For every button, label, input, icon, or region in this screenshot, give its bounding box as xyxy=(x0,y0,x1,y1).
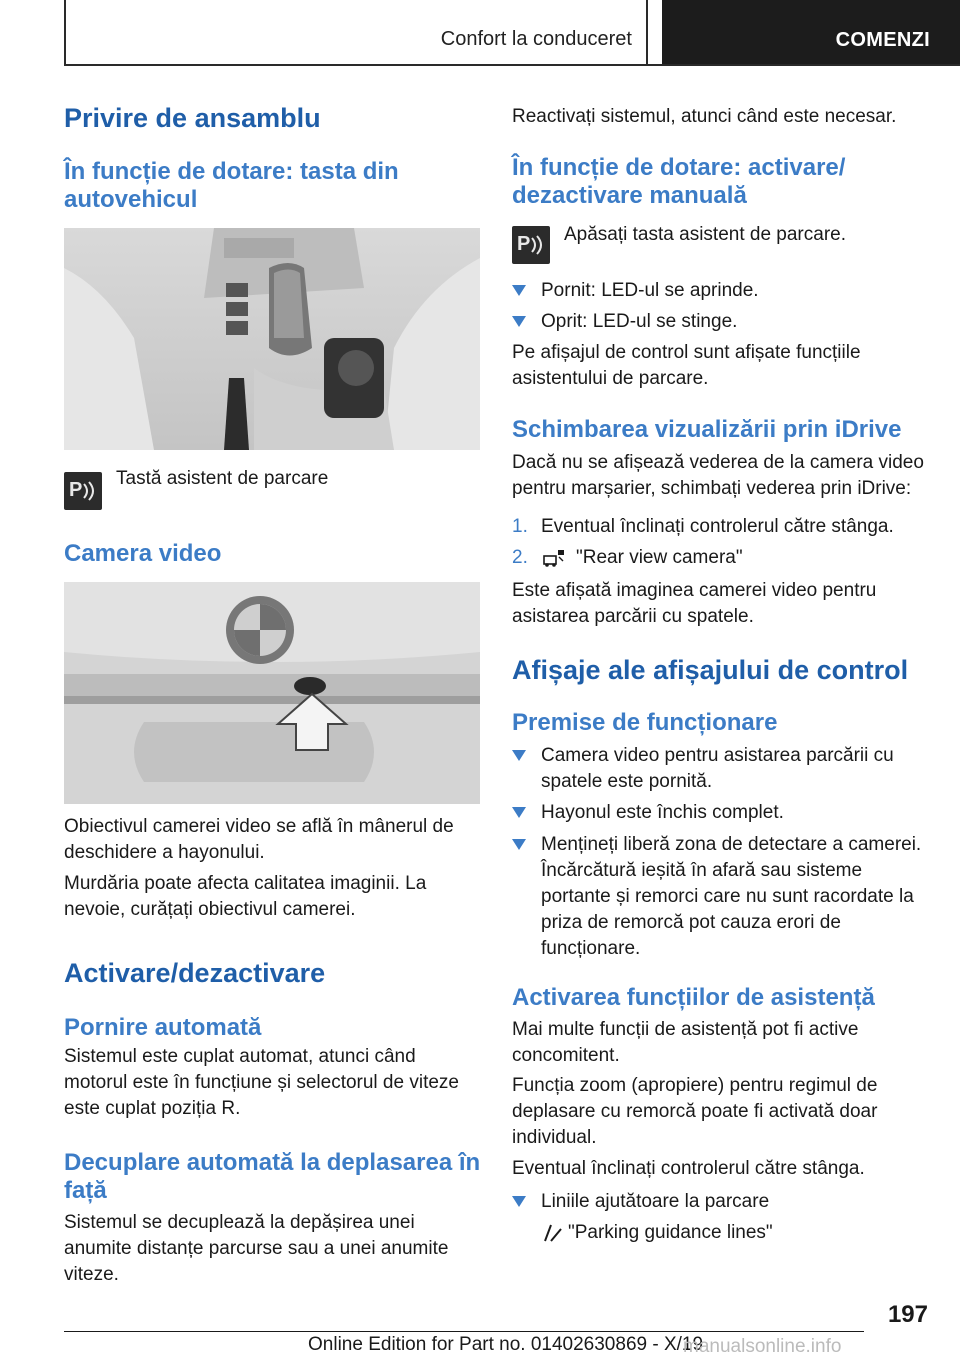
heading-overview: Privire de ansamblu xyxy=(64,103,321,133)
watermark: manualsonline.info xyxy=(683,1336,842,1357)
header-section-box xyxy=(64,0,648,64)
press-button-text: Apăsați tasta asistent de parcare. xyxy=(564,224,846,245)
step-number: 1. xyxy=(512,516,528,537)
step-text: Eventual înclinați controlerul către stânga. xyxy=(541,516,894,537)
heading-activation: Activare/dezactivare xyxy=(64,958,326,988)
idrive-text: Dacă nu se afișează vederea de la camera video pentru marșarier, schimbați vederea prin iDrive: xyxy=(512,452,924,499)
parking-lines-label: "Parking guidance lines" xyxy=(568,1222,773,1243)
camera-text-2: Murdăria poate afecta calitatea imaginii. La nevoie, curățați obiectivul camerei. xyxy=(64,873,427,920)
heading-manual: În funcție de dotare: activare/ dezactivare manuală xyxy=(512,154,846,209)
heading-camera: Camera video xyxy=(64,540,222,567)
parking-assist-button-icon: P xyxy=(64,472,102,510)
heading-idrive: Schimbarea vizualizării prin iDrive xyxy=(512,416,902,443)
bullet-triangle-icon xyxy=(512,285,526,296)
header-chapter-title: COMENZI xyxy=(835,29,930,51)
heading-auto-off: Decuplare automată la deplasarea în față xyxy=(64,1149,481,1204)
page-number: 197 xyxy=(887,1301,928,1328)
header-chapter-tab xyxy=(662,0,960,64)
assist-text-3: Eventual înclinați controlerul către stânga. xyxy=(512,1158,865,1179)
assist-text-1: Mai multe funcții de asistență pot fi active concomitent. xyxy=(512,1019,859,1066)
bullet-triangle-icon xyxy=(512,316,526,327)
heading-auto-on: Pornire automată xyxy=(64,1014,262,1041)
heading-premises: Premise de funcționare xyxy=(512,709,778,736)
auto-off-text: Sistemul se decuplează la depășirea unei anumite distanțe parcurse sau a unei anumite viteze. xyxy=(64,1212,449,1285)
parking-lines-icon xyxy=(541,1223,563,1243)
camera-image-text: Este afișată imaginea camerei video pentru asistarea parcării cu spatele. xyxy=(512,580,877,627)
bullet-triangle-icon xyxy=(512,1196,526,1207)
heading-assist: Activarea funcțiilor de asistență xyxy=(512,984,875,1011)
assist-text-2: Funcția zoom (apropiere) pentru regimul de deplasare cu remorcă poate fi activată doar individual. xyxy=(512,1075,878,1148)
bullet-triangle-icon xyxy=(512,839,526,850)
header-rule xyxy=(64,64,960,66)
auto-on-text: Sistemul este cuplat automat, atunci când motorul este în funcțiune și selectorul de viteze este cuplat poziția R. xyxy=(64,1046,459,1119)
console-image xyxy=(64,228,480,450)
bullet-triangle-icon xyxy=(512,750,526,761)
display-text: Pe afișajul de control sunt afișate funcțiile asistentului de parcare. xyxy=(512,342,861,389)
footer-rule xyxy=(64,1331,864,1332)
heading-displays: Afișaje ale afișajului de control xyxy=(512,655,909,685)
camera-image xyxy=(64,582,480,804)
heading-button-in-vehicle: În funcție de dotare: tasta din autovehicul xyxy=(64,158,399,213)
footer-edition: Online Edition for Part no. 01402630869 - X/19 xyxy=(308,1334,704,1355)
button-caption: Tastă asistent de parcare xyxy=(116,468,329,489)
header-section-title: Confort la conduceret xyxy=(440,28,632,50)
step-number: 2. xyxy=(512,547,528,568)
step-text: "Rear view camera" xyxy=(576,547,743,568)
bullet-triangle-icon xyxy=(512,807,526,818)
reactivate-text: Reactivați sistemul, atunci când este necesar. xyxy=(512,106,897,127)
camera-text-1: Obiectivul camerei video se află în mânerul de deschidere a hayonului. xyxy=(64,816,454,863)
parking-assist-button-icon-2: P xyxy=(512,226,550,264)
rear-camera-icon xyxy=(541,548,567,568)
